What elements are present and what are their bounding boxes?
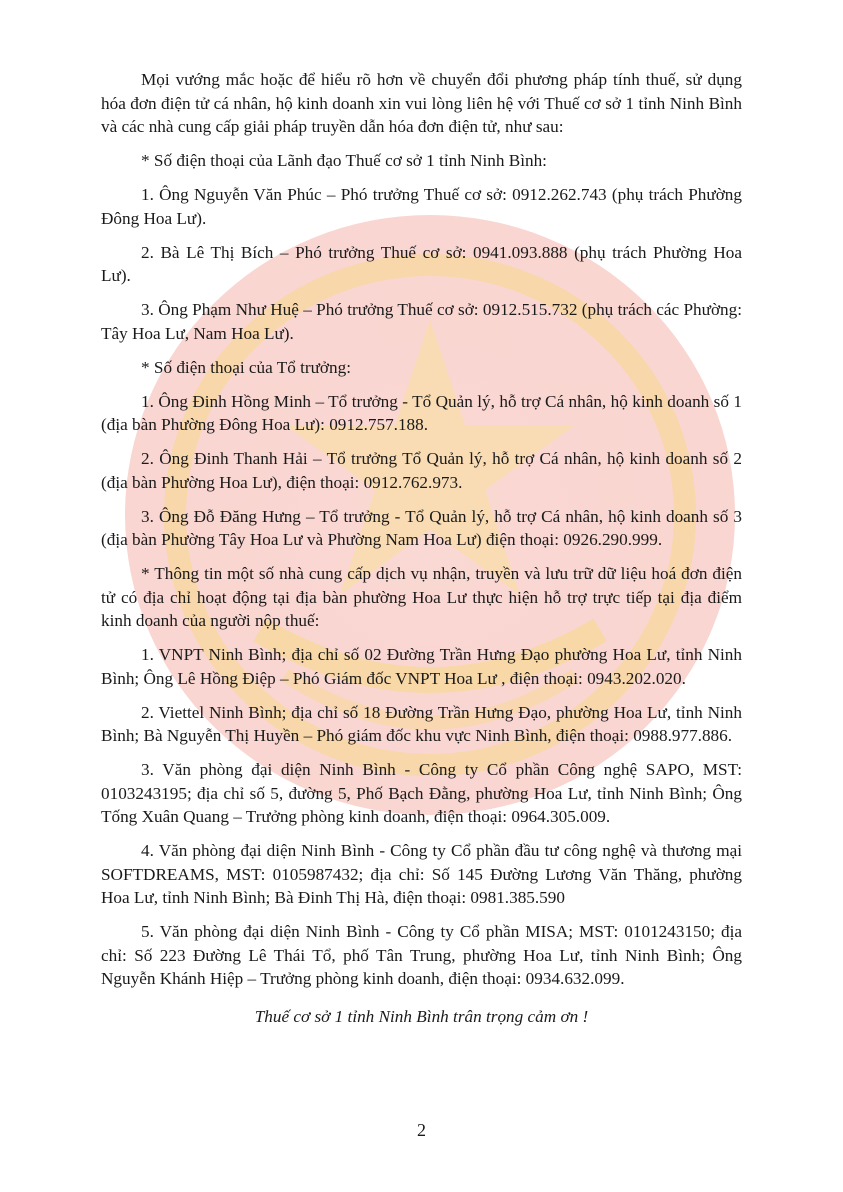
providers-heading: * Thông tin một số nhà cung cấp dịch vụ nhận, truyền và lưu trữ dữ liệu hoá đơn điện tử có địa chỉ hoạt động tại địa bàn phường Hoa Lư thực hiện hỗ trợ trực tiếp tại địa điểm kinh doanh của người nộp thuế:	[101, 564, 742, 630]
provider-item: 3. Văn phòng đại diện Ninh Bình - Công ty Cổ phần Công nghệ SAPO, MST: 0103243195; địa chỉ số 5, đường 5, Phố Bạch Đằng, phường Hoa Lư, tỉnh Ninh Bình; Ông Tống Xuân Quang – Trưởng phòng kinh doanh, điện thoại: 0964.305.009.	[101, 760, 742, 826]
provider-item: 5. Văn phòng đại diện Ninh Bình - Công ty Cổ phần MISA; MST: 0101243150; địa chỉ: Số 223 Đường Lê Thái Tổ, phố Tân Trung, phường Hoa Lư, tỉnh Ninh Bình; Ông Nguyễn Khánh Hiệp – Trưởng phòng kinh doanh, điện thoại: 0934.632.099.	[101, 922, 742, 988]
provider-item: 2. Viettel Ninh Bình; địa chỉ số 18 Đường Trần Hưng Đạo, phường Hoa Lư, tỉnh Ninh Bình; Bà Nguyễn Thị Huyền – Phó giám đốc khu vực Ninh Bình, điện thoại: 0988.977.886.	[101, 702, 742, 745]
page-number: 2	[417, 1120, 426, 1140]
leader-item: 2. Bà Lê Thị Bích – Phó trưởng Thuế cơ sở: 0941.093.888 (phụ trách Phường Hoa Lư).	[101, 242, 742, 285]
leader-item: 3. Ông Phạm Như Huệ – Phó trưởng Thuế cơ sở: 0912.515.732 (phụ trách các Phường: Tây Hoa Lư, Nam Hoa Lư).	[101, 300, 742, 343]
intro-paragraph: Mọi vướng mắc hoặc để hiểu rõ hơn về chuyển đổi phương pháp tính thuế, sử dụng hóa đơn điện tử cá nhân, hộ kinh doanh xin vui lòng liên hệ với Thuế cơ sở 1 tỉnh Ninh Bình và các nhà cung cấp giải pháp truyền dẫn hóa đơn điện tử, như sau:	[101, 70, 742, 136]
team-leader-item: 1. Ông Đinh Hồng Minh – Tổ trưởng - Tổ Quản lý, hỗ trợ Cá nhân, hộ kinh doanh số 1 (địa bàn Phường Đông Hoa Lư): 0912.757.188.	[101, 391, 742, 434]
team-leader-item: 2. Ông Đinh Thanh Hải – Tổ trưởng Tổ Quản lý, hỗ trợ Cá nhân, hộ kinh doanh số 2 (địa bàn Phường Hoa Lư), điện thoại: 0912.762.973.	[101, 449, 742, 492]
team-leader-item: 3. Ông Đỗ Đăng Hưng – Tổ trưởng - Tổ Quản lý, hỗ trợ Cá nhân, hộ kinh doanh số 3 (địa bàn Phường Tây Hoa Lư và Phường Nam Hoa Lư) điện thoại: 0926.290.999.	[101, 506, 742, 549]
leader-item: 1. Ông Nguyễn Văn Phúc – Phó trưởng Thuế cơ sở: 0912.262.743 (phụ trách Phường Đông Hoa Lư).	[101, 185, 742, 228]
document-body	[101, 68, 742, 1039]
closing-line: Thuế cơ sở 1 tỉnh Ninh Bình trân trọng cảm ơn !	[254, 1006, 589, 1026]
leaders-heading: * Số điện thoại của Lãnh đạo Thuế cơ sở 1 tỉnh Ninh Bình:	[141, 151, 547, 170]
provider-item: 4. Văn phòng đại diện Ninh Bình - Công ty Cổ phần đầu tư công nghệ và thương mại SOFTDREAMS, MST: 0105987432; địa chỉ: Số 145 Đường Lương Văn Thăng, phường Hoa Lư, tỉnh Ninh Bình; Bà Đinh Thị Hà, điện thoại: 0981.385.590	[101, 841, 742, 907]
provider-item: 1. VNPT Ninh Bình; địa chỉ số 02 Đường Trần Hưng Đạo phường Hoa Lư, tỉnh Ninh Bình; Ông Lê Hồng Điệp – Phó Giám đốc VNPT Hoa Lư , điện thoại: 0943.202.020.	[101, 645, 742, 688]
team-heading: * Số điện thoại của Tổ trưởng:	[141, 357, 351, 377]
